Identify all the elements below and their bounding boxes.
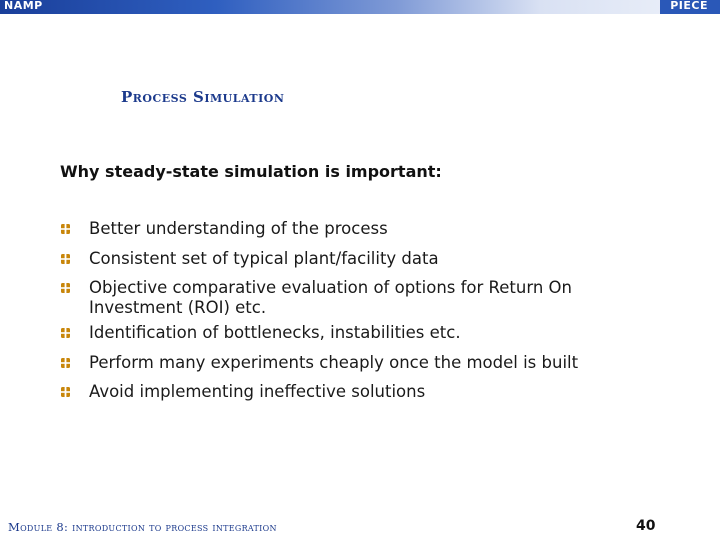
list-item	[60, 219, 640, 239]
bullet-text: Avoid implementing ineffective solutions	[89, 382, 426, 401]
bullet-text: Objective comparative evaluation of options for Return On Investment (ROI) etc.	[89, 278, 572, 317]
header-bar	[0, 0, 720, 14]
list-item	[60, 382, 640, 402]
bullet-icon	[60, 282, 71, 294]
piece-brand: PIECE	[670, 0, 708, 12]
bullet-icon	[60, 223, 71, 235]
bullet-list	[60, 219, 640, 412]
slide-title: Process Simulation	[121, 88, 285, 106]
bullet-icon	[60, 327, 71, 339]
list-item	[60, 249, 640, 269]
list-item	[60, 278, 640, 318]
bullet-icon	[60, 386, 71, 398]
footer-module-label: Module 8: introduction to process integration	[8, 520, 277, 534]
bullet-text: Consistent set of typical plant/facility data	[89, 248, 439, 268]
bullet-icon	[60, 253, 71, 265]
list-item	[60, 323, 640, 343]
page-number: 40	[636, 518, 656, 534]
namp-brand: NAMP	[4, 0, 43, 12]
section-question: Why steady-state simulation is important:	[60, 162, 442, 181]
list-item	[60, 353, 640, 373]
bullet-text: Perform many experiments cheaply once the model is built	[89, 352, 579, 372]
bullet-icon	[60, 357, 71, 369]
bullet-text: Identification of bottlenecks, instabilities etc.	[89, 323, 461, 342]
bullet-text: Better understanding of the process	[89, 219, 388, 238]
